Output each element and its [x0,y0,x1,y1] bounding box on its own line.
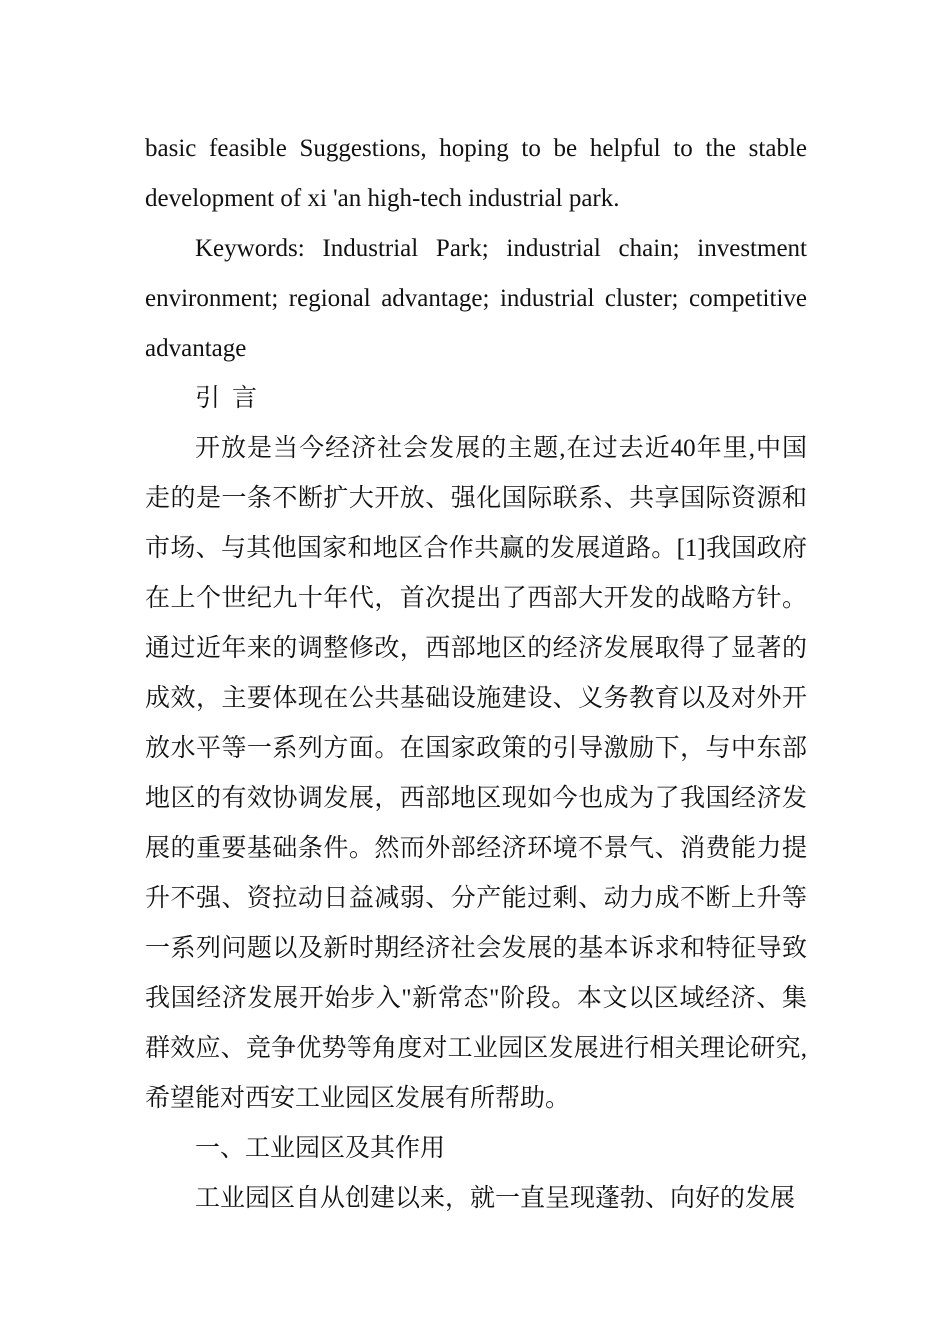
document-page [145,124,807,1224]
section-1-heading: 一、工业园区及其作用 [195,1135,446,1162]
abstract-continuation: basic feasible Suggestions, hoping to be helpful to the stable development of xi 'an high-tech industrial park. [145,135,807,212]
keywords-paragraph: Keywords: Industrial Park; industrial chain; investment environment; regional advantage; industrial cluster; competitive advantage [145,235,807,362]
section-1-paragraph: 工业园区自从创建以来，就一直呈现蓬勃、向好的发展 [195,1185,796,1212]
intro-heading: 引言 [195,385,270,412]
intro-paragraph: 开放是当今经济社会发展的主题,在过去近40年里,中国走的是一条不断扩大开放、强化国际联系、共享国际资源和市场、与其他国家和地区合作共赢的发展道路。[1]我国政府在上个世纪九十年代，首次提出了西部大开发的战略方针。通过近年来的调整修改，西部地区的经济发展取得了显著的成效，主要体现在公共基础设施建设、义务教育以及对外开放水平等一系列方面。在国家政策的引导激励下，与中东部地区的有效协调发展，西部地区现如今也成为了我国经济发展的重要基础条件。然而外部经济环境不景气、消费能力提升不强、资拉动日益减弱、分产能过剩、动力成不断上升等一系列问题以及新时期经济社会发展的基本诉求和特征导致我国经济发展开始步入"新常态"阶段。本文以区域经济、集群效应、竞争优势等角度对工业园区发展进行相关理论研究,希望能对西安工业园区发展有所帮助。 [145,435,807,1112]
